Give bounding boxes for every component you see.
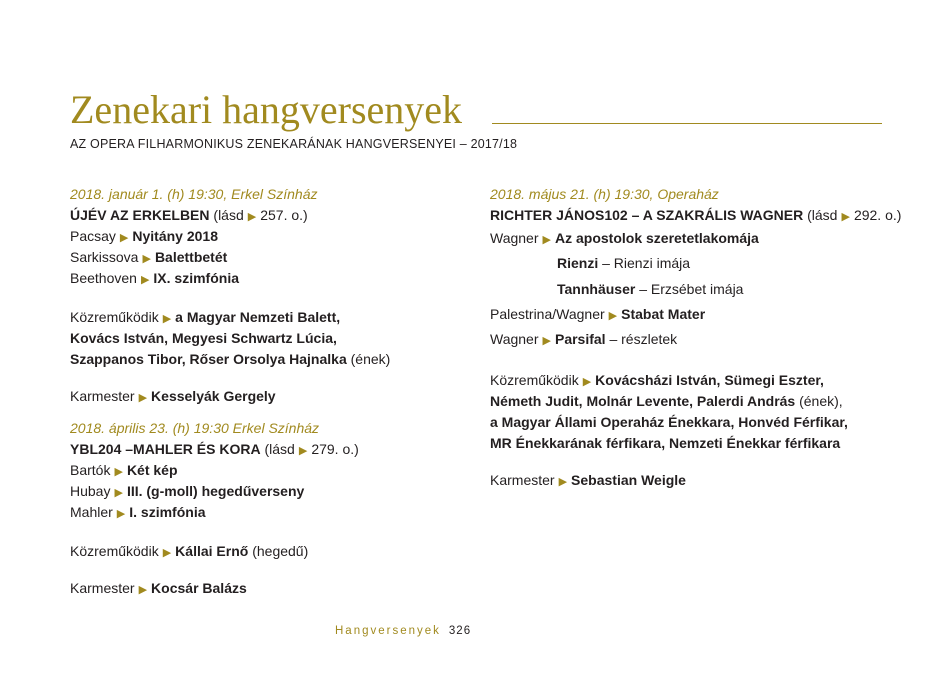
title-rule [492,123,882,124]
performers-label: Közreműködik [70,309,159,325]
performers-line [70,541,460,562]
triangle-right-icon: ▶ [558,476,568,489]
concert-date: 2018. május 21. (h) 19:30, Operaház [490,186,719,202]
conductor-label: Karmester [70,388,135,404]
conductor-line [490,470,910,491]
work: III. (g-moll) hegedűverseny [126,483,305,499]
ref-prefix: (lásd [264,441,295,457]
triangle-right-icon: ▶ [142,253,151,265]
triangle-right-icon: ▶ [542,335,551,348]
work: Tannhäuser [557,280,636,297]
work-description: – Rienzi imája [602,255,691,272]
conductor-label: Karmester [70,580,135,596]
program-item [70,226,460,247]
concert-title: RICHTER JÁNOS102 – A SZAKRÁLIS WAGNER [490,207,804,223]
work-description: – részletek [609,331,678,348]
work: Rienzi [557,255,599,272]
work: Az apostolok szeretetlakomája [554,230,759,246]
composer: Mahler [70,504,113,520]
triangle-right-icon: ▶ [542,234,551,246]
conductor: Kesselyák Gergely [151,388,276,404]
composer: Sarkissova [70,249,139,265]
performers-line [490,412,910,433]
concert-title-line [70,205,460,226]
program-item [70,268,460,289]
performers: a Magyar Nemzeti Balett, [175,309,341,325]
performers-role: (hegedű) [252,543,309,559]
performers-role: (ének) [350,351,391,367]
triangle-right-icon: ▶ [116,508,126,520]
performers-label: Közreműködik [70,543,159,559]
page-title: Zenekari hangversenyek [70,87,463,132]
footer-section: Hangversenyek [335,625,441,637]
composer: Wagner [490,331,539,348]
work-description: – Erzsébet imája [639,280,744,297]
left-column [70,184,460,599]
conductor-line [70,386,460,407]
ref-prefix: (lásd [807,207,838,223]
performers: MR Énekkarának férfikara, Nemzeti Énekkar férfikara [490,435,841,452]
performers-line [70,328,460,349]
triangle-right-icon: ▶ [140,274,150,286]
ref-prefix: (lásd [213,207,244,223]
concert-majus [490,184,910,491]
triangle-right-icon: ▶ [114,466,123,478]
performers-line [490,391,910,412]
triangle-right-icon: ▶ [162,313,172,325]
concert-title: ÚJÉV AZ ERKELBEN [70,207,210,223]
concert-title-line [490,205,910,226]
triangle-right-icon: ▶ [138,584,148,596]
conductor: Sebastian Weigle [571,472,686,489]
performers-line [490,370,910,391]
program-item [70,481,460,502]
concert-date: 2018. április 23. (h) 19:30 Erkel Színház [70,420,320,436]
performers: Kovácsházi István, Sümegi Eszter, [595,372,824,389]
triangle-right-icon: ▶ [298,445,308,457]
performers: Kovács István, Megyesi Schwartz Lúcia, [70,330,337,346]
right-column [490,184,910,491]
concert-aprilis [70,418,460,599]
triangle-right-icon: ▶ [247,211,257,223]
ref-page: 279. o.) [311,441,359,457]
page-subtitle: AZ OPERA FILHARMONIKUS ZENEKARÁNAK HANGVERSENYEI – 2017/18 [70,137,518,151]
triangle-right-icon: ▶ [114,487,123,499]
work: Stabat Mater [621,305,706,322]
page-footer [335,625,471,637]
composer: Pacsay [70,228,116,244]
conductor-label: Karmester [490,472,555,489]
composer: Wagner [490,230,539,246]
work: Balettbetét [154,249,228,265]
page-header [70,88,882,132]
program-item [490,226,910,251]
performers-line [490,433,910,454]
program-item [70,502,460,523]
triangle-right-icon: ▶ [162,547,172,559]
program-item [70,460,460,481]
composer: Palestrina/Wagner [490,305,605,322]
work: IX. szimfónia [153,270,239,286]
concert-title: YBL204 –MAHLER ÉS KORA [70,441,261,457]
concert-januar [70,184,460,407]
triangle-right-icon: ▶ [582,376,592,389]
performers: Kállai Ernő [175,543,249,559]
program-subitem [490,251,910,276]
performers-label: Közreműködik [490,372,579,389]
concert-date: 2018. január 1. (h) 19:30, Erkel Színház [70,186,318,202]
program-item [70,247,460,268]
performers: Szappanos Tibor, Rőser Orsolya Hajnalka [70,351,347,367]
program-item [490,302,910,327]
triangle-right-icon: ▶ [841,211,850,223]
conductor: Kocsár Balázs [151,580,247,596]
concert-title-line [70,439,460,460]
triangle-right-icon: ▶ [608,309,618,322]
program-subitem [490,277,910,302]
ref-page: 257. o.) [260,207,308,223]
composer: Beethoven [70,270,137,286]
work: Nyitány 2018 [132,228,218,244]
ref-page: 292. o.) [853,207,902,223]
performers-line [70,307,460,328]
page-number: 326 [448,625,472,637]
performers-line [70,349,460,370]
composer: Hubay [70,483,111,499]
program-item [490,327,910,352]
work: I. szimfónia [129,504,206,520]
performers: a Magyar Állami Operaház Énekkara, Honvéd Férfikar, [490,414,848,431]
performers-role: (ének), [799,393,843,410]
composer: Bartók [70,462,111,478]
conductor-line [70,578,460,599]
triangle-right-icon: ▶ [138,392,148,404]
work: Parsifal [554,331,606,348]
work: Két kép [126,462,178,478]
triangle-right-icon: ▶ [119,232,129,244]
performers: Németh Judit, Molnár Levente, Palerdi András [490,393,796,410]
